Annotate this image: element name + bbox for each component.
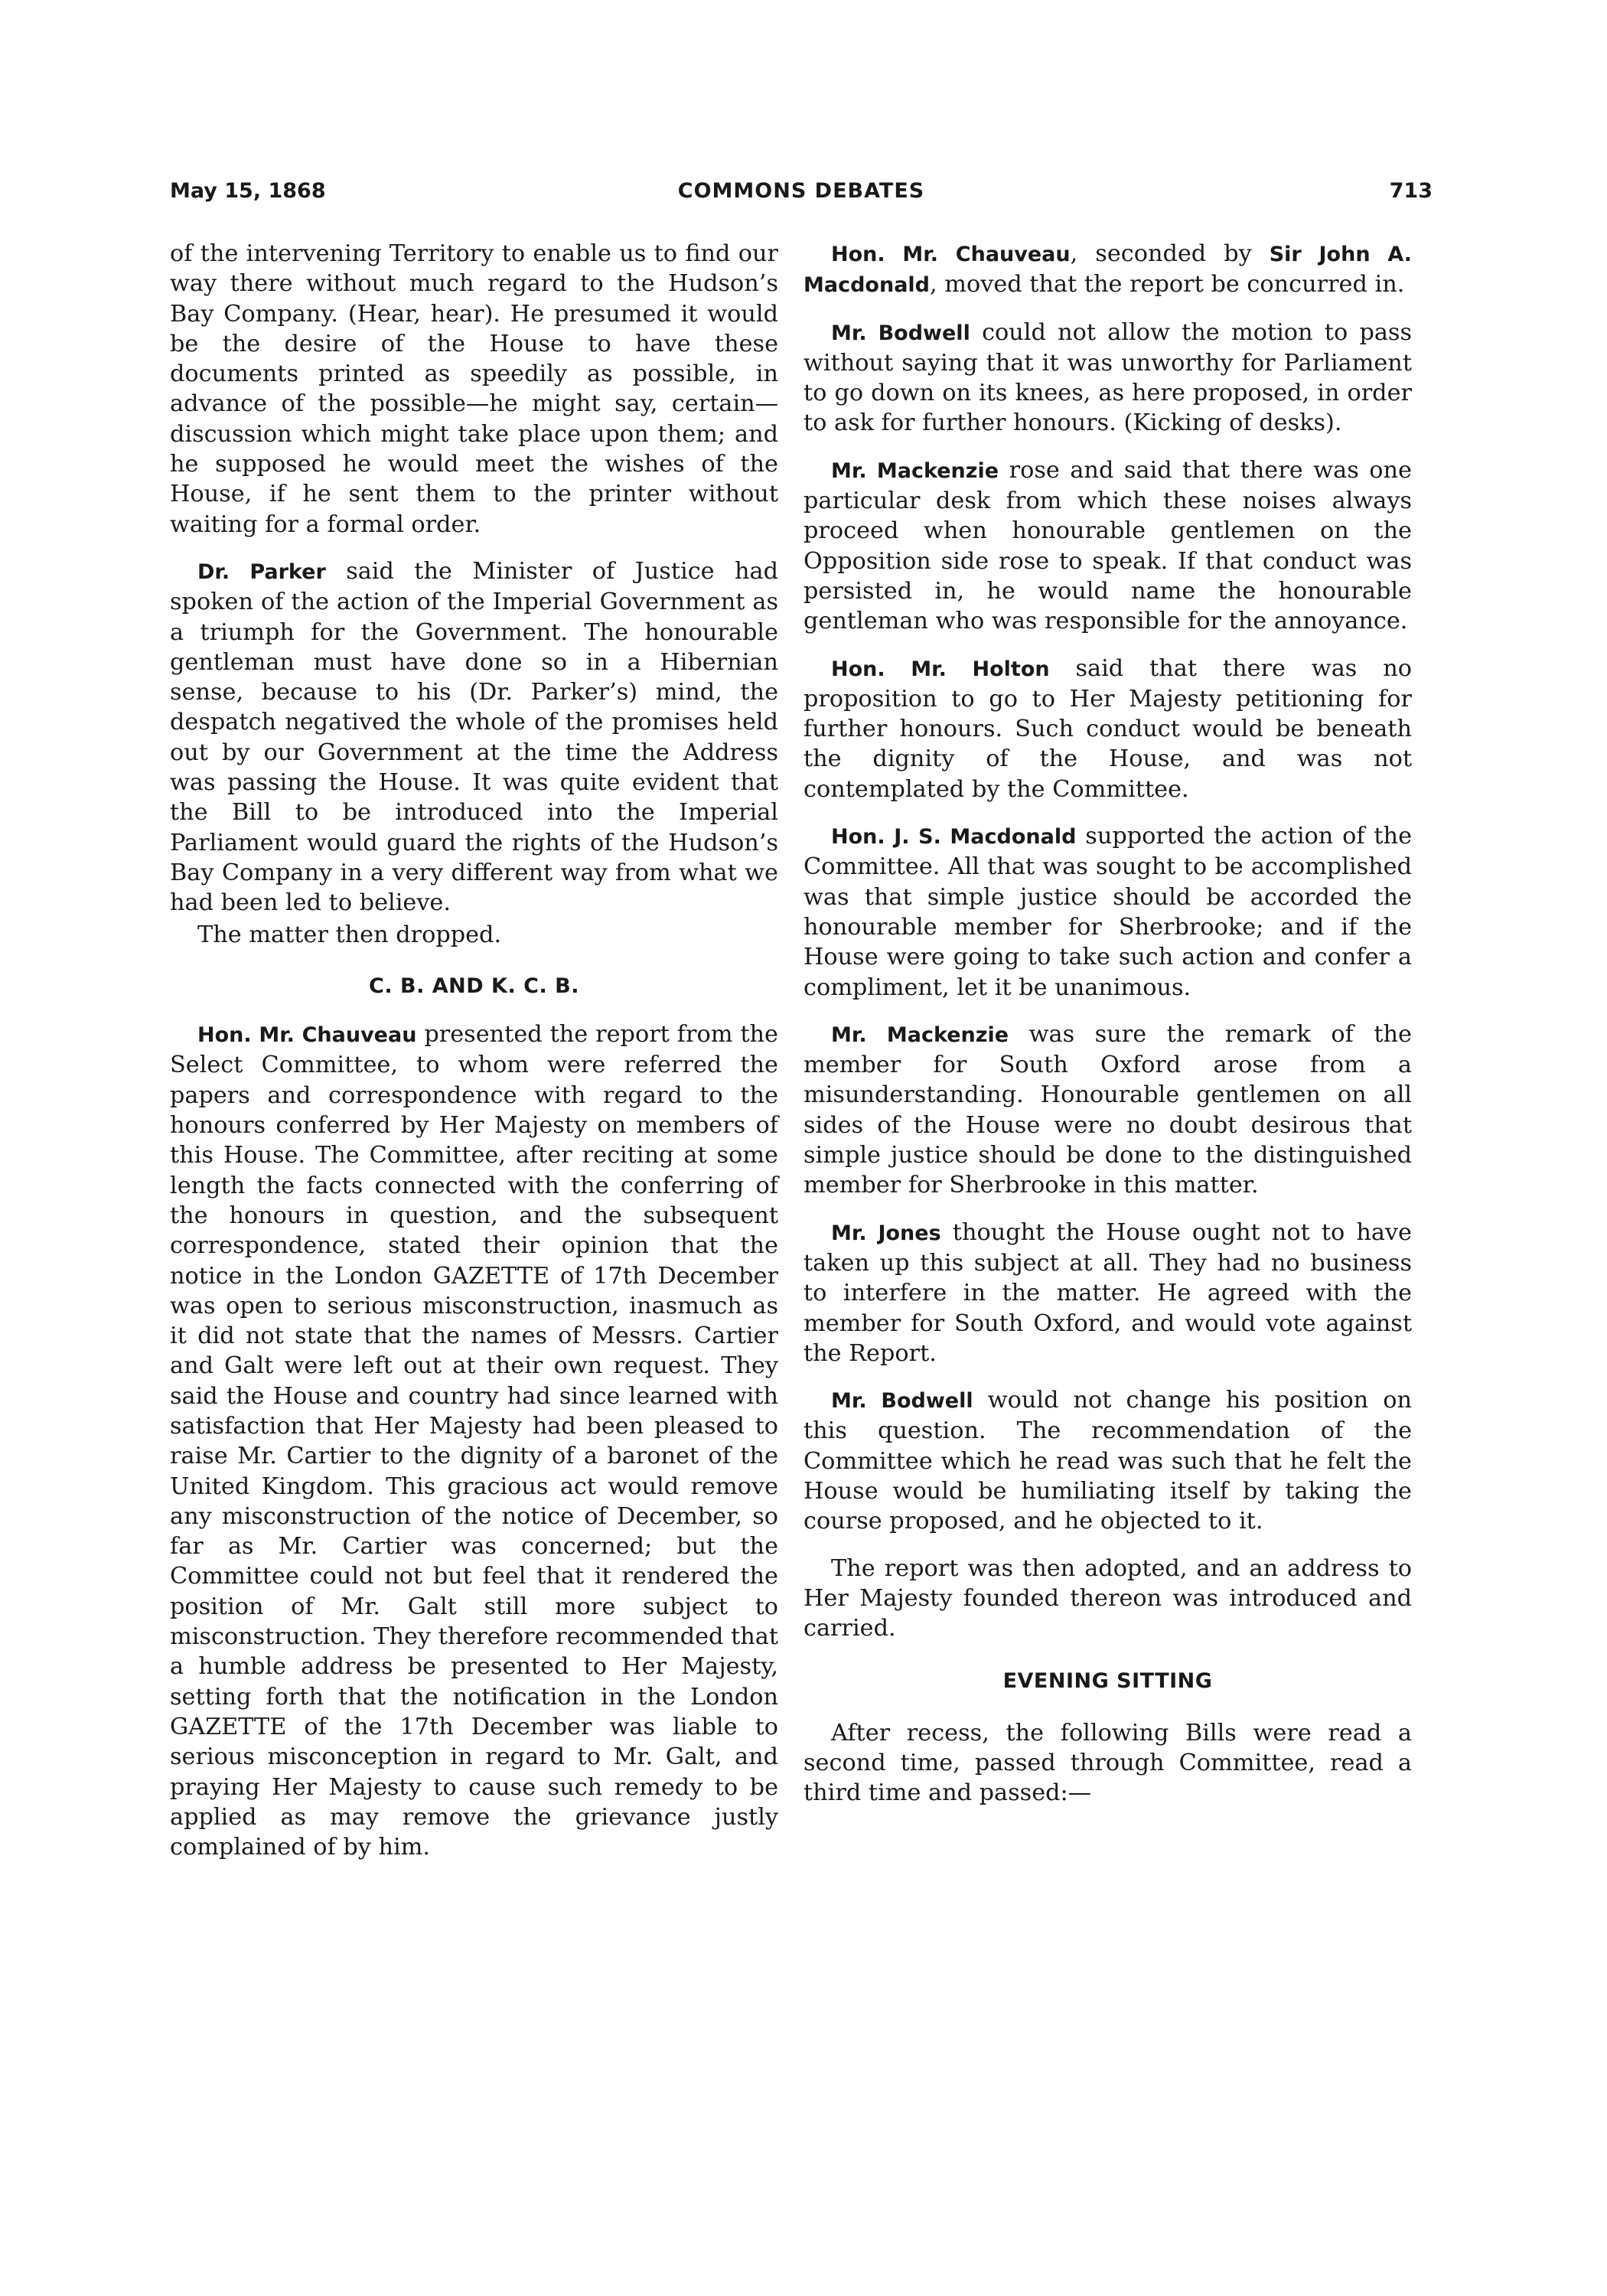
speaker-name: Hon. Mr. Holton — [831, 657, 1050, 681]
speaker-name: Mr. Bodwell — [831, 321, 970, 345]
speaker-name: Mr. Bodwell — [831, 1389, 973, 1414]
page-header — [170, 179, 1433, 210]
left-column — [170, 239, 778, 1862]
paragraph-chauveau-motion — [804, 239, 1412, 301]
paragraph-text: said that there was no proposition to go to Her Majesty petitioning for further honours. Such conduct would be beneath the dignity of the House, and was not contemplated by the Committee. — [804, 654, 1412, 803]
paragraph-text: presented the report from the Select Committee, to whom were referred the papers and correspondence with regard to the honours conferred by Her Majesty on members of this House. The Committee, after reciting at some length the facts connected with the conferring of the honours in question, and the subsequent correspondence, stated their opinion that the notice in the London GAZETTE of 17th December was open to serious misconstruction, inasmuch as it did not state that the names of Messrs. Cartier and Galt were left out at their own request. They said the House and country had since learned with satisfaction that Her Majesty had been pleased to raise Mr. Cartier to the dignity of a baronet of the United Kingdom. This gracious act would remove any misconstruction of the notice of December, so far as Mr. Cartier was concerned; but the Committee could not but feel that it rendered the position of Mr. Galt still more subject to misconstruction. They therefore recommended that a humble address be presented to Her Majesty, setting forth that the notification in the London GAZETTE of the 17th December was liable to serious misconception in regard to Mr. Galt, and praying Her Majesty to cause such remedy to be applied as may remove the grievance justly complained of by him. — [170, 1021, 778, 1861]
paragraph-bodwell-1 — [804, 318, 1412, 439]
speaker-name: Dr. Parker — [197, 559, 326, 584]
paragraph-bodwell-2 — [804, 1385, 1412, 1536]
paragraph-parker — [170, 556, 778, 918]
speaker-name: Hon. Mr. Chauveau — [197, 1023, 417, 1048]
paragraph-text: could not allow the motion to pass without saying that it was unworthy for Parliament to go down on its knees, as here proposed, in order to ask for further honours. (Kicking of desks). — [804, 318, 1412, 437]
paragraph-holton — [804, 654, 1412, 804]
section-heading-cb-kcb: C. B. AND K. C. B. — [369, 974, 579, 998]
paragraph-text: , seconded by — [1070, 240, 1270, 267]
paragraph-after-recess: After recess, the following Bills were read a second time, passed through Committee, read a third time and passed:— — [804, 1719, 1412, 1807]
paragraph-continuation: of the intervening Territory to enable us to find our way there without much regard to the Hudson’s Bay Company. (Hear, hear). He presumed it would be the desire of the House to have these documents printed as speedily as possible, in advance of the possible—he might say, certain—discussion which might take place upon them; and he supposed he would meet the wishes of the House, if he sent them to the printer without waiting for a formal order. — [170, 240, 778, 538]
paragraph-report-adopted: The report was then adopted, and an address to Her Majesty founded thereon was introduced and carried. — [804, 1554, 1412, 1642]
paragraph-text: said the Minister of Justice had spoken of the action of the Imperial Government as a triumph for the Government. The honourable gentleman must have done so in a Hibernian sense, because to his (Dr. Parker’s) mind, the despatch negatived the whole of the promises held out by our Government at the time the Address was passing the House. It was quite evident that the Bill to be introduced into the Imperial Parliament would guard the rights of the Hudson’s Bay Company in a very different way from what we had been led to believe. — [170, 557, 778, 917]
paragraph-text: supported the action of the Committee. All that was sought to be accomplished was that simple justice should be accorded the honourable member for Sherbrooke; and if the House were going to take such action and confer a compliment, let it be unanimous. — [804, 823, 1413, 1001]
publication-title: COMMONS DEBATES — [677, 179, 925, 203]
paragraph-text: was sure the remark of the member for South Oxford arose from a misunderstanding. Honourable gentlemen on all sides of the House were no doubt desirous that simple justice should be done to the distinguished member for Sherbrooke in this matter. — [804, 1020, 1412, 1199]
right-column — [804, 239, 1412, 1808]
speaker-name: Hon. J. S. Macdonald — [831, 825, 1077, 850]
page-number: 713 — [1389, 179, 1433, 203]
paragraph-mackenzie-2 — [804, 1019, 1412, 1201]
speaker-name: Mr. Jones — [831, 1221, 941, 1245]
paragraph-chauveau-report — [170, 1019, 778, 1862]
speaker-name: Mr. Mackenzie — [831, 458, 999, 483]
paragraph-text: rose and said that there was one particular desk from which these noises always proceed when honourable gentlemen on the Opposition side rose to speak. If that conduct was persisted in, he would name the honourable gentleman who was responsible for the annoyance. — [804, 456, 1412, 635]
speaker-name: Sir John A. Macdonald — [804, 243, 1412, 298]
paragraph-text: thought the House ought not to have taken up this subject at all. They had no business to interfere in the matter. He agreed with the member for South Oxford, and would vote against the Report. — [804, 1218, 1412, 1367]
paragraph-jones — [804, 1218, 1412, 1368]
paragraph-mackenzie-1 — [804, 455, 1412, 637]
section-heading-evening-sitting: EVENING SITTING — [1002, 1669, 1213, 1694]
paragraph-matter-dropped: The matter then dropped. — [197, 921, 502, 948]
paragraph-js-macdonald — [804, 821, 1412, 1003]
speaker-name: Mr. Mackenzie — [831, 1022, 1009, 1047]
paragraph-text: , moved that the report be concurred in. — [930, 271, 1405, 298]
page-date: May 15, 1868 — [170, 179, 326, 203]
speaker-name: Hon. Mr. Chauveau — [831, 243, 1071, 266]
paragraph-text: would not change his position on this question. The recommendation of the Committee which he read was such that he felt the House would be humiliating itself by taking the course proposed, and he objected to it. — [804, 1387, 1412, 1535]
